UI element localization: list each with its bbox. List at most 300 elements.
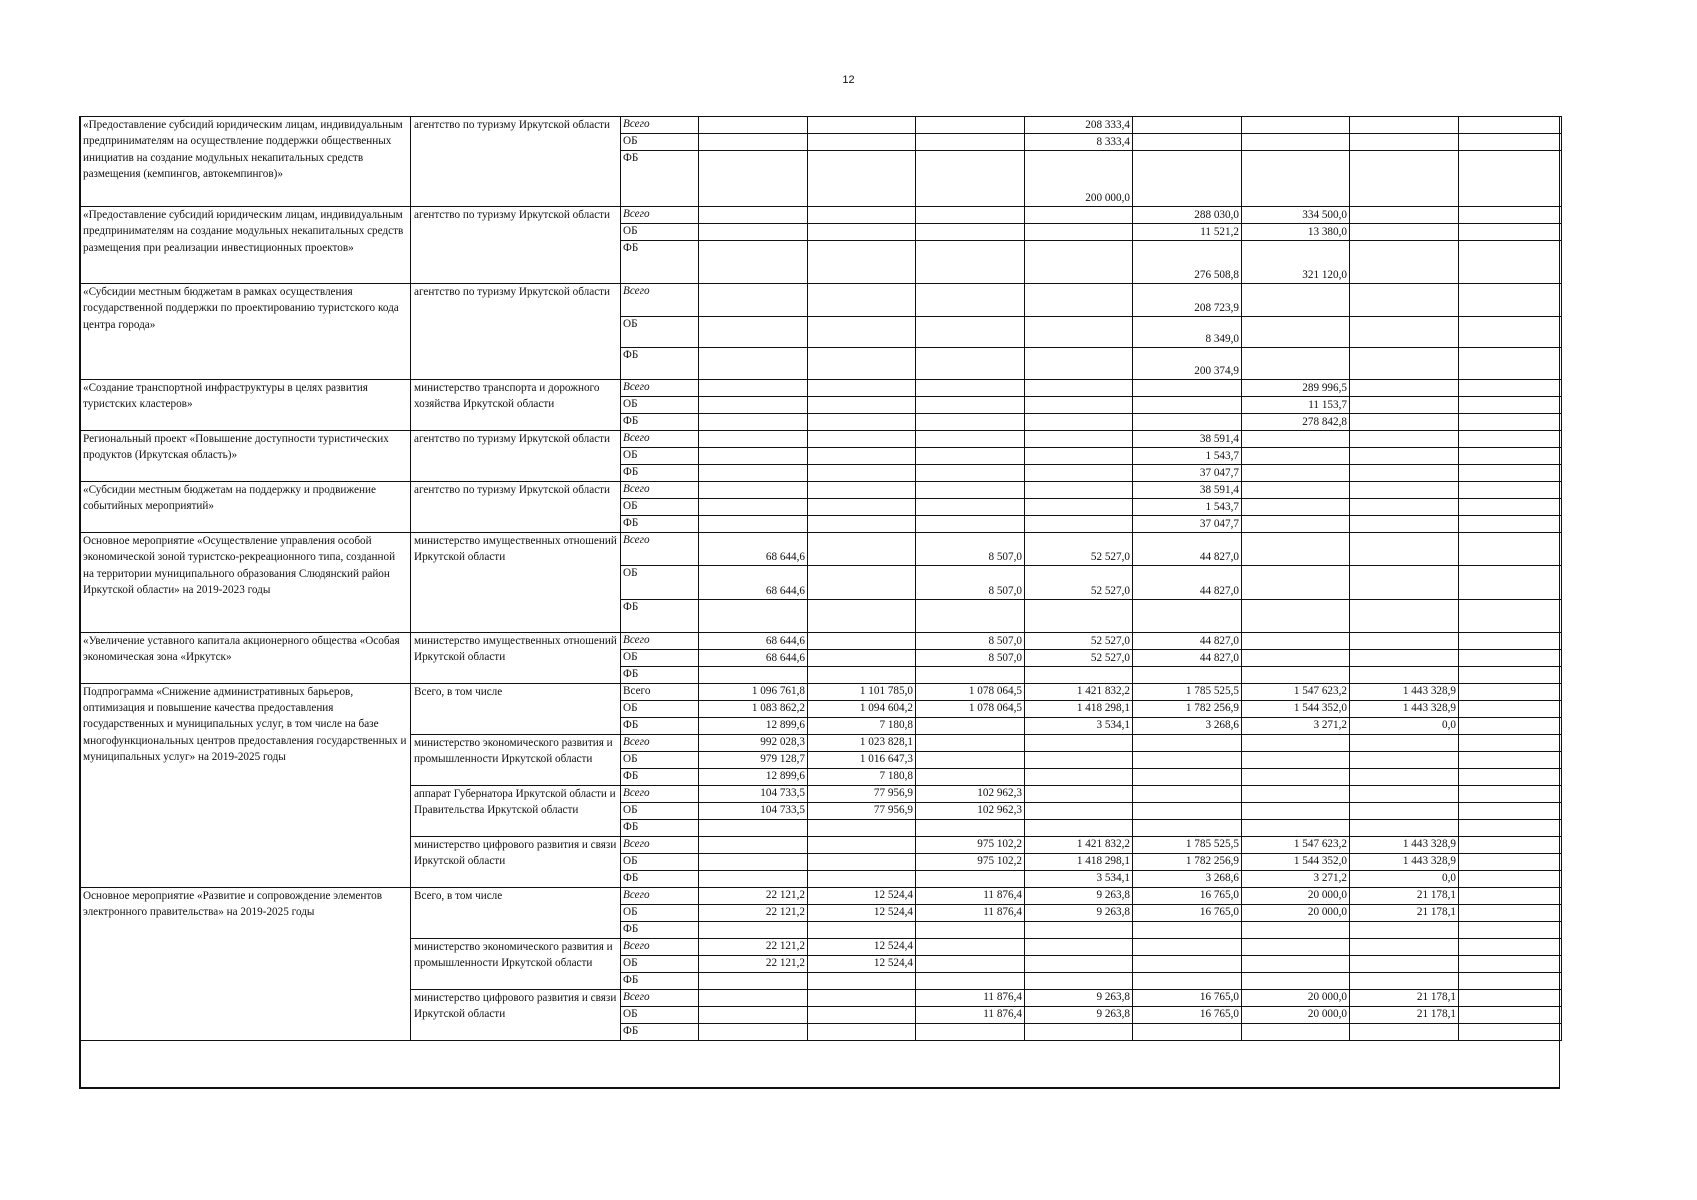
source-cell: ОБ bbox=[621, 700, 699, 717]
value-cell bbox=[1025, 224, 1133, 241]
responsible-cell: Всего, в том числе bbox=[411, 683, 621, 734]
value-cell bbox=[1025, 972, 1133, 989]
responsible-cell: министерство имущественных отношений Иркутской области bbox=[411, 533, 621, 633]
value-cell bbox=[808, 650, 916, 667]
value-cell bbox=[1025, 667, 1133, 684]
value-cell: 8 507,0 bbox=[916, 650, 1025, 667]
value-cell: 321 120,0 bbox=[1242, 241, 1350, 284]
value-cell bbox=[699, 151, 808, 207]
value-cell: 1 023 828,1 bbox=[808, 734, 916, 751]
value-cell bbox=[1025, 348, 1133, 380]
value-cell bbox=[1242, 819, 1350, 836]
value-cell bbox=[1133, 397, 1242, 414]
value-cell bbox=[1459, 465, 1562, 482]
value-cell bbox=[808, 836, 916, 853]
value-cell bbox=[1350, 134, 1459, 151]
value-cell: 12 524,4 bbox=[808, 955, 916, 972]
value-cell bbox=[1025, 785, 1133, 802]
value-cell bbox=[916, 972, 1025, 989]
value-cell bbox=[808, 117, 916, 134]
source-cell: ФБ bbox=[621, 1023, 699, 1040]
value-cell: 68 644,6 bbox=[699, 633, 808, 650]
value-cell bbox=[808, 533, 916, 566]
value-cell: 21 178,1 bbox=[1350, 1006, 1459, 1023]
value-cell bbox=[1133, 734, 1242, 751]
value-cell: 11 521,2 bbox=[1133, 224, 1242, 241]
value-cell bbox=[1242, 317, 1350, 348]
value-cell bbox=[699, 284, 808, 317]
source-cell: ФБ bbox=[621, 516, 699, 533]
value-cell bbox=[699, 921, 808, 938]
source-cell: Всего bbox=[621, 734, 699, 751]
value-cell: 20 000,0 bbox=[1242, 1006, 1350, 1023]
value-cell: 37 047,7 bbox=[1133, 516, 1242, 533]
responsible-cell: агентство по туризму Иркутской области bbox=[411, 431, 621, 482]
value-cell bbox=[1459, 870, 1562, 887]
value-cell bbox=[1459, 348, 1562, 380]
value-cell bbox=[1133, 1023, 1242, 1040]
value-cell: 52 527,0 bbox=[1025, 566, 1133, 600]
value-cell bbox=[1459, 600, 1562, 633]
value-cell: 979 128,7 bbox=[699, 751, 808, 768]
value-cell bbox=[1025, 802, 1133, 819]
source-cell: ФБ bbox=[621, 414, 699, 431]
value-cell bbox=[916, 938, 1025, 955]
value-cell bbox=[808, 151, 916, 207]
value-cell bbox=[1242, 533, 1350, 566]
value-cell: 1 443 328,9 bbox=[1350, 683, 1459, 700]
value-cell bbox=[1459, 683, 1562, 700]
value-cell bbox=[699, 317, 808, 348]
value-cell bbox=[1242, 465, 1350, 482]
value-cell bbox=[1459, 717, 1562, 734]
value-cell bbox=[1350, 284, 1459, 317]
value-cell: 7 180,8 bbox=[808, 768, 916, 785]
value-cell bbox=[1459, 482, 1562, 499]
value-cell bbox=[1459, 853, 1562, 870]
source-cell: ОБ bbox=[621, 448, 699, 465]
value-cell: 1 547 623,2 bbox=[1242, 683, 1350, 700]
value-cell: 104 733,5 bbox=[699, 802, 808, 819]
table-row bbox=[80, 887, 1562, 904]
value-cell bbox=[1459, 516, 1562, 533]
value-cell bbox=[1350, 955, 1459, 972]
value-cell bbox=[699, 1006, 808, 1023]
measure-name: Подпрограмма «Снижение административных барьеров, оптимизация и повышение качества предоставления государственных и муниципальных услуг, в том числе на базе многофункциональных центров предоставления государственных и муниципальных услуг» на 2019-2025 годы bbox=[80, 683, 411, 887]
value-cell bbox=[808, 499, 916, 516]
responsible-cell: министерство экономического развития и промышленности Иркутской области bbox=[411, 938, 621, 989]
value-cell: 8 507,0 bbox=[916, 633, 1025, 650]
value-cell bbox=[1350, 317, 1459, 348]
value-cell bbox=[1350, 117, 1459, 134]
source-cell: ОБ bbox=[621, 904, 699, 921]
value-cell bbox=[1459, 224, 1562, 241]
responsible-cell: аппарат Губернатора Иркутской области и Правительства Иркутской области bbox=[411, 785, 621, 836]
value-cell bbox=[808, 667, 916, 684]
value-cell bbox=[1025, 482, 1133, 499]
value-cell: 22 121,2 bbox=[699, 904, 808, 921]
value-cell bbox=[916, 431, 1025, 448]
value-cell: 1 547 623,2 bbox=[1242, 836, 1350, 853]
value-cell bbox=[699, 117, 808, 134]
source-cell: ФБ bbox=[621, 870, 699, 887]
value-cell: 0,0 bbox=[1350, 870, 1459, 887]
value-cell bbox=[1242, 516, 1350, 533]
value-cell bbox=[699, 397, 808, 414]
value-cell bbox=[808, 921, 916, 938]
value-cell: 1 078 064,5 bbox=[916, 700, 1025, 717]
value-cell bbox=[916, 348, 1025, 380]
value-cell: 11 153,7 bbox=[1242, 397, 1350, 414]
source-cell: ОБ bbox=[621, 317, 699, 348]
value-cell: 21 178,1 bbox=[1350, 989, 1459, 1006]
value-cell bbox=[1025, 955, 1133, 972]
value-cell bbox=[1133, 134, 1242, 151]
value-cell: 1 418 298,1 bbox=[1025, 700, 1133, 717]
value-cell bbox=[699, 989, 808, 1006]
value-cell bbox=[808, 284, 916, 317]
value-cell bbox=[916, 134, 1025, 151]
source-cell: Всего bbox=[621, 284, 699, 317]
value-cell bbox=[808, 207, 916, 224]
value-cell bbox=[699, 448, 808, 465]
value-cell bbox=[1242, 938, 1350, 955]
value-cell bbox=[808, 870, 916, 887]
value-cell bbox=[1459, 207, 1562, 224]
value-cell: 1 016 647,3 bbox=[808, 751, 916, 768]
value-cell bbox=[1350, 600, 1459, 633]
value-cell: 37 047,7 bbox=[1133, 465, 1242, 482]
value-cell bbox=[699, 134, 808, 151]
value-cell bbox=[1025, 938, 1133, 955]
value-cell bbox=[1242, 448, 1350, 465]
responsible-cell: агентство по туризму Иркутской области bbox=[411, 482, 621, 533]
value-cell bbox=[1133, 921, 1242, 938]
value-cell: 22 121,2 bbox=[699, 955, 808, 972]
value-cell: 21 178,1 bbox=[1350, 887, 1459, 904]
value-cell bbox=[1459, 380, 1562, 397]
value-cell bbox=[1350, 448, 1459, 465]
value-cell: 1 782 256,9 bbox=[1133, 853, 1242, 870]
value-cell bbox=[916, 482, 1025, 499]
table-row bbox=[80, 284, 1562, 317]
value-cell bbox=[1242, 499, 1350, 516]
source-cell: ФБ bbox=[621, 151, 699, 207]
value-cell: 68 644,6 bbox=[699, 650, 808, 667]
value-cell: 102 962,3 bbox=[916, 785, 1025, 802]
value-cell bbox=[699, 972, 808, 989]
value-cell bbox=[1459, 317, 1562, 348]
source-cell: ФБ bbox=[621, 241, 699, 284]
value-cell bbox=[1025, 380, 1133, 397]
value-cell bbox=[1350, 397, 1459, 414]
value-cell: 992 028,3 bbox=[699, 734, 808, 751]
value-cell: 21 178,1 bbox=[1350, 904, 1459, 921]
value-cell bbox=[1459, 700, 1562, 717]
measure-name: «Увеличение уставного капитала акционерного общества «Особая экономическая зона «Иркутск» bbox=[80, 633, 411, 684]
measure-name: «Предоставление субсидий юридическим лицам, индивидуальным предпринимателям на создание модульных некапитальных средств размещения при реализации инвестиционных проектов» bbox=[80, 207, 411, 284]
value-cell: 68 644,6 bbox=[699, 566, 808, 600]
value-cell bbox=[1459, 134, 1562, 151]
source-cell: Всего bbox=[621, 533, 699, 566]
value-cell bbox=[1459, 836, 1562, 853]
value-cell bbox=[1242, 633, 1350, 650]
value-cell bbox=[1459, 802, 1562, 819]
value-cell: 16 765,0 bbox=[1133, 989, 1242, 1006]
value-cell bbox=[1350, 151, 1459, 207]
value-cell bbox=[916, 1023, 1025, 1040]
table-row bbox=[80, 117, 1562, 134]
value-cell: 77 956,9 bbox=[808, 802, 916, 819]
value-cell bbox=[1242, 431, 1350, 448]
source-cell: Всего bbox=[621, 380, 699, 397]
value-cell bbox=[1025, 499, 1133, 516]
value-cell bbox=[1025, 819, 1133, 836]
value-cell: 3 268,6 bbox=[1133, 717, 1242, 734]
value-cell bbox=[699, 870, 808, 887]
source-cell: ФБ bbox=[621, 972, 699, 989]
value-cell bbox=[1459, 633, 1562, 650]
value-cell bbox=[1350, 921, 1459, 938]
value-cell bbox=[1025, 516, 1133, 533]
value-cell bbox=[1133, 380, 1242, 397]
value-cell: 20 000,0 bbox=[1242, 989, 1350, 1006]
value-cell bbox=[1242, 566, 1350, 600]
value-cell bbox=[1133, 802, 1242, 819]
value-cell: 1 543,7 bbox=[1133, 448, 1242, 465]
value-cell bbox=[1350, 499, 1459, 516]
value-cell: 975 102,2 bbox=[916, 836, 1025, 853]
value-cell bbox=[699, 819, 808, 836]
value-cell: 22 121,2 bbox=[699, 938, 808, 955]
value-cell bbox=[1025, 600, 1133, 633]
value-cell bbox=[808, 317, 916, 348]
value-cell bbox=[1025, 921, 1133, 938]
value-cell bbox=[1133, 938, 1242, 955]
value-cell bbox=[1459, 241, 1562, 284]
responsible-cell: агентство по туризму Иркутской области bbox=[411, 284, 621, 380]
value-cell: 52 527,0 bbox=[1025, 633, 1133, 650]
value-cell: 12 524,4 bbox=[808, 887, 916, 904]
value-cell bbox=[1025, 397, 1133, 414]
value-cell bbox=[916, 667, 1025, 684]
source-cell: Всего bbox=[621, 633, 699, 650]
source-cell: ФБ bbox=[621, 600, 699, 633]
value-cell bbox=[1025, 734, 1133, 751]
value-cell bbox=[1350, 380, 1459, 397]
table-row bbox=[80, 431, 1562, 448]
measure-name: «Создание транспортной инфраструктуры в целях развития туристских кластеров» bbox=[80, 380, 411, 431]
source-cell: ФБ bbox=[621, 768, 699, 785]
value-cell: 8 349,0 bbox=[1133, 317, 1242, 348]
value-cell: 11 876,4 bbox=[916, 1006, 1025, 1023]
value-cell bbox=[1459, 533, 1562, 566]
value-cell bbox=[1242, 802, 1350, 819]
value-cell bbox=[699, 431, 808, 448]
value-cell bbox=[1459, 768, 1562, 785]
value-cell: 289 996,5 bbox=[1242, 380, 1350, 397]
value-cell bbox=[699, 241, 808, 284]
value-cell bbox=[699, 224, 808, 241]
value-cell bbox=[1350, 566, 1459, 600]
value-cell bbox=[808, 414, 916, 431]
value-cell bbox=[699, 348, 808, 380]
value-cell bbox=[1025, 448, 1133, 465]
table-row bbox=[80, 533, 1562, 566]
value-cell bbox=[1459, 734, 1562, 751]
value-cell: 1 083 862,2 bbox=[699, 700, 808, 717]
source-cell: Всего bbox=[621, 482, 699, 499]
value-cell bbox=[1025, 768, 1133, 785]
value-cell bbox=[1350, 785, 1459, 802]
value-cell: 200 374,9 bbox=[1133, 348, 1242, 380]
value-cell bbox=[1459, 117, 1562, 134]
value-cell bbox=[1133, 414, 1242, 431]
value-cell bbox=[1133, 117, 1242, 134]
value-cell bbox=[1242, 1023, 1350, 1040]
value-cell bbox=[808, 989, 916, 1006]
value-cell bbox=[916, 717, 1025, 734]
value-cell bbox=[808, 1006, 916, 1023]
value-cell bbox=[1242, 482, 1350, 499]
value-cell: 1 418 298,1 bbox=[1025, 853, 1133, 870]
value-cell bbox=[1133, 768, 1242, 785]
source-cell: Всего bbox=[621, 207, 699, 224]
value-cell bbox=[1242, 151, 1350, 207]
value-cell bbox=[1242, 650, 1350, 667]
value-cell bbox=[1133, 819, 1242, 836]
source-cell: ФБ bbox=[621, 921, 699, 938]
value-cell: 77 956,9 bbox=[808, 785, 916, 802]
value-cell: 16 765,0 bbox=[1133, 887, 1242, 904]
value-cell: 102 962,3 bbox=[916, 802, 1025, 819]
value-cell: 278 842,8 bbox=[1242, 414, 1350, 431]
value-cell: 44 827,0 bbox=[1133, 650, 1242, 667]
value-cell bbox=[1350, 633, 1459, 650]
responsible-cell: министерство имущественных отношений Иркутской области bbox=[411, 633, 621, 684]
value-cell bbox=[1133, 667, 1242, 684]
value-cell: 52 527,0 bbox=[1025, 650, 1133, 667]
value-cell bbox=[1459, 1023, 1562, 1040]
value-cell: 12 899,6 bbox=[699, 768, 808, 785]
budget-table bbox=[79, 116, 1562, 1041]
value-cell bbox=[1350, 414, 1459, 431]
value-cell bbox=[1133, 751, 1242, 768]
value-cell bbox=[1350, 819, 1459, 836]
value-cell: 1 544 352,0 bbox=[1242, 700, 1350, 717]
source-cell: ОБ bbox=[621, 853, 699, 870]
value-cell: 38 591,4 bbox=[1133, 431, 1242, 448]
value-cell: 1 101 785,0 bbox=[808, 683, 916, 700]
value-cell bbox=[1350, 241, 1459, 284]
value-cell bbox=[916, 397, 1025, 414]
responsible-cell: министерство цифрового развития и связи Иркутской области bbox=[411, 836, 621, 887]
value-cell bbox=[1350, 224, 1459, 241]
responsible-cell: агентство по туризму Иркутской области bbox=[411, 117, 621, 207]
value-cell bbox=[699, 853, 808, 870]
value-cell bbox=[1242, 284, 1350, 317]
value-cell bbox=[699, 667, 808, 684]
source-cell: ОБ bbox=[621, 134, 699, 151]
value-cell bbox=[1350, 207, 1459, 224]
value-cell bbox=[1242, 117, 1350, 134]
value-cell: 8 333,4 bbox=[1025, 134, 1133, 151]
value-cell bbox=[1459, 566, 1562, 600]
value-cell bbox=[699, 482, 808, 499]
value-cell bbox=[916, 751, 1025, 768]
value-cell bbox=[1133, 785, 1242, 802]
value-cell: 1 096 761,8 bbox=[699, 683, 808, 700]
value-cell: 12 524,4 bbox=[808, 938, 916, 955]
measure-name: Основное мероприятие «Осуществление управления особой экономической зоной туристско-рекреационного типа, созданной на территории муниципального образования Слюдянский район Иркутской области» на 2019-2023 годы bbox=[80, 533, 411, 633]
value-cell bbox=[808, 819, 916, 836]
value-cell: 7 180,8 bbox=[808, 717, 916, 734]
value-cell bbox=[808, 241, 916, 284]
table-row bbox=[80, 380, 1562, 397]
responsible-cell: министерство транспорта и дорожного хозяйства Иркутской области bbox=[411, 380, 621, 431]
value-cell: 3 534,1 bbox=[1025, 870, 1133, 887]
value-cell bbox=[1350, 516, 1459, 533]
value-cell bbox=[916, 207, 1025, 224]
source-cell: ОБ bbox=[621, 397, 699, 414]
value-cell: 20 000,0 bbox=[1242, 904, 1350, 921]
value-cell bbox=[916, 117, 1025, 134]
value-cell bbox=[1350, 734, 1459, 751]
value-cell: 52 527,0 bbox=[1025, 533, 1133, 566]
value-cell bbox=[1133, 151, 1242, 207]
value-cell bbox=[808, 448, 916, 465]
measure-name: «Субсидии местным бюджетам в рамках осуществления государственной поддержки по проектированию туристского кода центра города» bbox=[80, 284, 411, 380]
value-cell bbox=[808, 1023, 916, 1040]
value-cell bbox=[916, 921, 1025, 938]
value-cell bbox=[1459, 397, 1562, 414]
source-cell: ОБ bbox=[621, 566, 699, 600]
value-cell bbox=[1459, 650, 1562, 667]
table-row bbox=[80, 633, 1562, 650]
value-cell: 8 507,0 bbox=[916, 566, 1025, 600]
value-cell: 38 591,4 bbox=[1133, 482, 1242, 499]
source-cell: Всего bbox=[621, 431, 699, 448]
value-cell bbox=[1242, 785, 1350, 802]
value-cell bbox=[808, 566, 916, 600]
value-cell: 1 421 832,2 bbox=[1025, 683, 1133, 700]
value-cell bbox=[1459, 819, 1562, 836]
value-cell: 1 443 328,9 bbox=[1350, 836, 1459, 853]
value-cell bbox=[699, 499, 808, 516]
value-cell bbox=[1459, 785, 1562, 802]
value-cell bbox=[1242, 600, 1350, 633]
value-cell bbox=[1242, 955, 1350, 972]
value-cell bbox=[808, 853, 916, 870]
value-cell bbox=[1459, 989, 1562, 1006]
value-cell bbox=[808, 482, 916, 499]
value-cell bbox=[916, 151, 1025, 207]
value-cell: 3 271,2 bbox=[1242, 717, 1350, 734]
value-cell bbox=[916, 241, 1025, 284]
value-cell: 9 263,8 bbox=[1025, 989, 1133, 1006]
value-cell: 44 827,0 bbox=[1133, 633, 1242, 650]
value-cell bbox=[1459, 751, 1562, 768]
value-cell bbox=[1242, 348, 1350, 380]
source-cell: Всего bbox=[621, 117, 699, 134]
responsible-cell: Всего, в том числе bbox=[411, 887, 621, 938]
value-cell: 20 000,0 bbox=[1242, 887, 1350, 904]
value-cell bbox=[1459, 904, 1562, 921]
value-cell bbox=[808, 397, 916, 414]
value-cell: 44 827,0 bbox=[1133, 566, 1242, 600]
page-number: 12 bbox=[842, 74, 855, 86]
value-cell bbox=[808, 431, 916, 448]
